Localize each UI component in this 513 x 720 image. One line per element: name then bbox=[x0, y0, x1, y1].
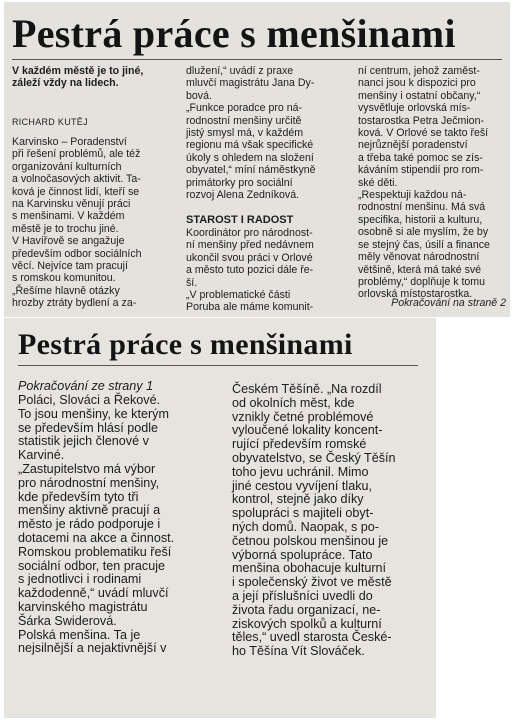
headline-divider bbox=[12, 59, 502, 60]
article-clipping-2 bbox=[4, 318, 436, 718]
article-lead: V každém městě je to jiné, záleží vždy na lidech. bbox=[12, 65, 144, 90]
continued-from-note: Pokračování ze strany 1 bbox=[18, 379, 154, 393]
article-headline: Pestrá práce s menšinami bbox=[12, 11, 456, 56]
author-byline: RICHARD KUTĚJ bbox=[12, 117, 88, 127]
continued-on-note: Pokračování na straně 2 bbox=[391, 297, 506, 309]
article-column-3: ní centrum, jehož zaměst- nanci jsou k dispozici pro menšiny i ostatní občany,“ vysvětluje orlovská mís- tostarostka Petra Ječmion- ková. V Orlové se takto řeší nejrůznější poradenství a třeba také pomoc se zís- káváním stipendií pro rom- ské děti. „Respektuji každou ná- rodnostní menšinu. Má svá specifika, historii a kulturu, osobně si ale myslím, že by se stejný čas, úsilí a finance měly věnovat národnostní většině, která má také své problémy,“ doplňuje k tomu orlovská místostarostka. bbox=[358, 65, 490, 301]
article-column-1: Poláci, Slováci a Řekové. To jsou menšiny, ke kterým se především hlásí podle statistik jejich členové v Karviné. „Zastupitelstvo má výbor pro národnostní menšiny, kde především tyto tři menšiny aktivně pracují a město je rádo podporuje i dotacemi na akce a činnost. Romskou problematiku řeší sociální odbor, ten pracuje s jednotlivci i rodinami každodenně,“ uvádí mluvčí karvinského magistrátu Šárka Swiderová. Polská menšina. Ta je nejsilnější a nejaktivnější v bbox=[18, 393, 175, 656]
article-column-1: Karvinsko – Poradenství při řešení problémů, ale též organizování kulturních a volnočasových aktivit. Ta- ková je činnost lidí, kteří se na Karvinsku věnují práci s menšinami. V každém městě je to trochu jiné. V Havířově se angažuje především odbor sociálních věcí. Nejvíce tam pracují s romskou komunitou. „Řešíme hlavně otázky hrozby ztráty bydlení a za- bbox=[12, 136, 142, 310]
article-column-2-bottom: Koordinátor pro národnost- ní menšiny před nedávnem ukončil svou práci v Orlové a město tuto pozici dále ře- ší. „V problematické části Poruba ale máme komunit- bbox=[186, 227, 314, 314]
article-headline: Pestrá práce s menšinami bbox=[18, 328, 353, 361]
headline-divider bbox=[18, 365, 418, 366]
article-clipping-1 bbox=[4, 2, 510, 317]
article-column-2-top: dlužení,“ uvádí z praxe mluvčí magistrátu Jana Dy- bová. „Funkce poradce pro ná- rodnostní menšiny určitě jistý smysl má, v každém regionu má však specifické úkoly s ohledem na složení obyvatel,“ míní náměstkyně primátorky pro sociální rozvoj Alena Zedníková. bbox=[186, 65, 316, 202]
article-subheading: STAROST I RADOST bbox=[186, 214, 294, 226]
article-column-2: Českém Těšíně. „Na rozdíl od okolních měst, kde vznikly četné problémové vyloučené lokality koncent- rující především romské obyvatelstvo, se Český Těšín toho jevu uchránil. Mimo jiné cestou vyvíjení tlaku, kontrol, stejně jako díky spolupráci s majiteli obyt- ných domů. Naopak, s po- četnou polskou menšinou je výborná spolupráce. Tato menšina obohacuje kulturní i společenský život ve městě a její příslušníci uvedli do života řadu organizací, ne- ziskových spolků a kulturní těles,“ uvedl starosta České- ho Těšína Vít Slováček. bbox=[232, 382, 396, 659]
